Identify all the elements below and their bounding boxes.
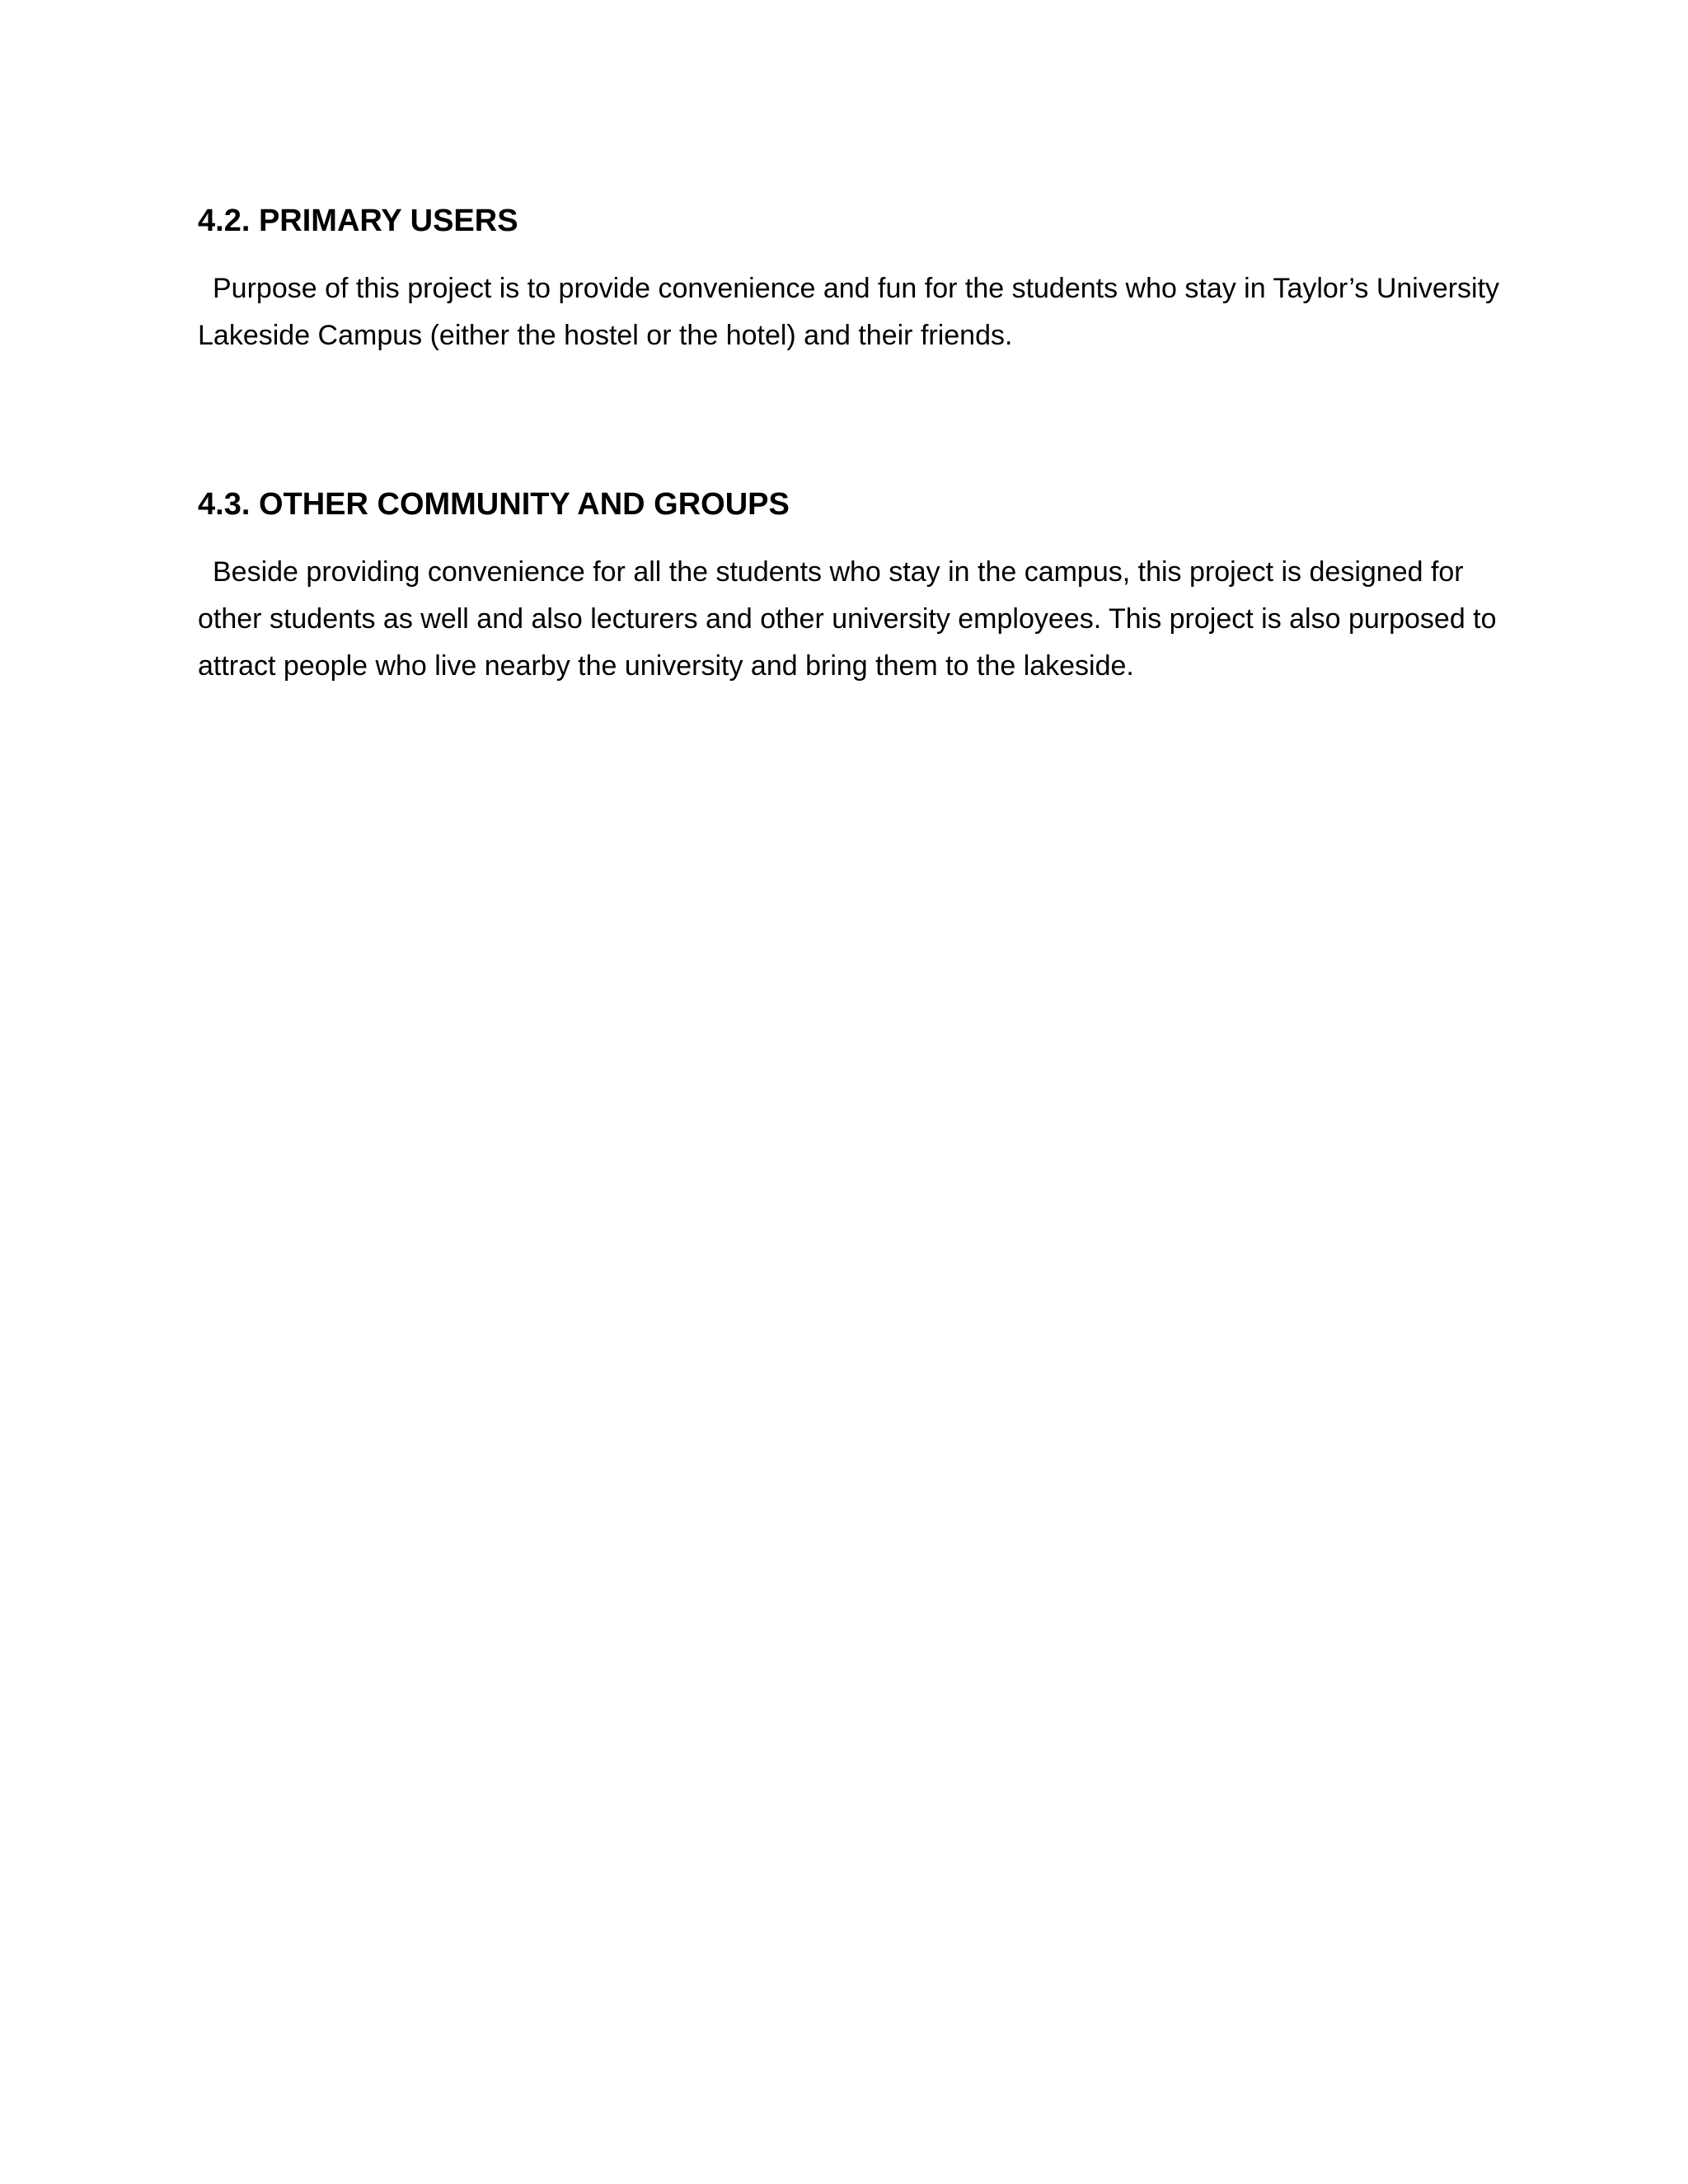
section-paragraph: Purpose of this project is to provide convenience and fun for the students who stay in Taylor’s University Lakeside Campus (either the hostel or the hotel) and their friends. [198, 273, 1500, 351]
section-primary-users [198, 198, 1500, 359]
section-heading: 4.3. OTHER COMMUNITY AND GROUPS [198, 487, 790, 522]
section-other-community-and-groups [198, 481, 1500, 690]
section-paragraph: Beside providing convenience for all the students who stay in the campus, this project is designed for other students as well and also lecturers and other university employees. This project is also purposed to attract people who live nearby the university and bring them to the lakeside. [198, 556, 1497, 682]
section-heading: 4.2. PRIMARY USERS [198, 204, 518, 238]
